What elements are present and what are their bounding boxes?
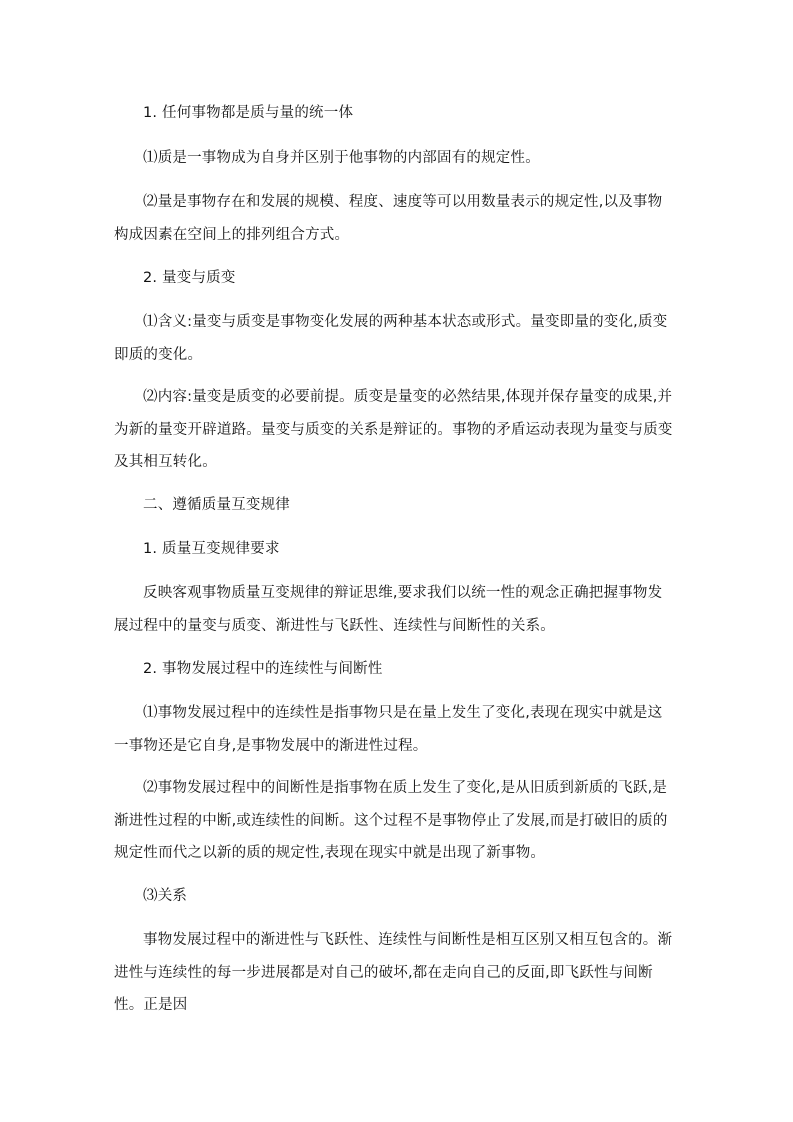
paragraph-relationship: 事物发展过程中的渐进性与飞跃性、连续性与间断性是相互区别又相互包含的。渐进性与连续性的每一步进展都是对自己的破坏,都在走向自己的反面,即飞跃性与间断性。正是因 bbox=[114, 932, 673, 1013]
paragraph-content: ⑵内容:量变是质变的必要前提。质变是量变的必然结果,体现并保存量变的成果,并为新的量变开辟道路。量变与质变的关系是辩证的。事物的矛盾运动表现为量变与质变及其相互转化。 bbox=[114, 389, 673, 470]
heading-quantitative-qualitative-change: 2. 量变与质变 bbox=[143, 270, 236, 286]
heading-law-requirements: 1. 质量互变规律要求 bbox=[143, 541, 280, 557]
paragraph-quantity-definition: ⑵量是事物存在和发展的规模、程度、速度等可以用数量表示的规定性,以及事物构成因素在空间上的排列组合方式。 bbox=[114, 194, 663, 243]
paragraph-discontinuity: ⑵事物发展过程中的间断性是指事物在质上发生了变化,是从旧质到新质的飞跃,是渐进性过程的中断,或连续性的间断。这个过程不是事物停止了发展,而是打破旧的质的规定性而代之以新的质的规定性,表现在现实中就是出现了新事物。 bbox=[114, 780, 668, 861]
paragraph-meaning: ⑴含义:量变与质变是事物变化发展的两种基本状态或形式。量变即量的变化,质变即质的变化。 bbox=[114, 314, 668, 363]
heading-relationship: ⑶关系 bbox=[143, 888, 188, 904]
paragraph-quality-definition: ⑴质是一事物成为自身并区别于他事物的内部固有的规定性。 bbox=[143, 150, 540, 166]
heading-continuity-discontinuity: 2. 事物发展过程中的连续性与间断性 bbox=[143, 661, 383, 677]
paragraph-dialectical-thinking: 反映客观事物质量互变规律的辩证思维,要求我们以统一性的观念正确把握事物发展过程中的量变与质变、渐进性与飞跃性、连续性与间断性的关系。 bbox=[114, 585, 663, 634]
section-heading-follow-law: 二、遵循质量互变规律 bbox=[143, 497, 290, 513]
heading-quality-quantity-unity: 1. 任何事物都是质与量的统一体 bbox=[143, 105, 354, 121]
paragraph-continuity: ⑴事物发展过程中的连续性是指事物只是在量上发生了变化,表现在现实中就是这一事物还是它自身,是事物发展中的渐进性过程。 bbox=[114, 705, 663, 754]
